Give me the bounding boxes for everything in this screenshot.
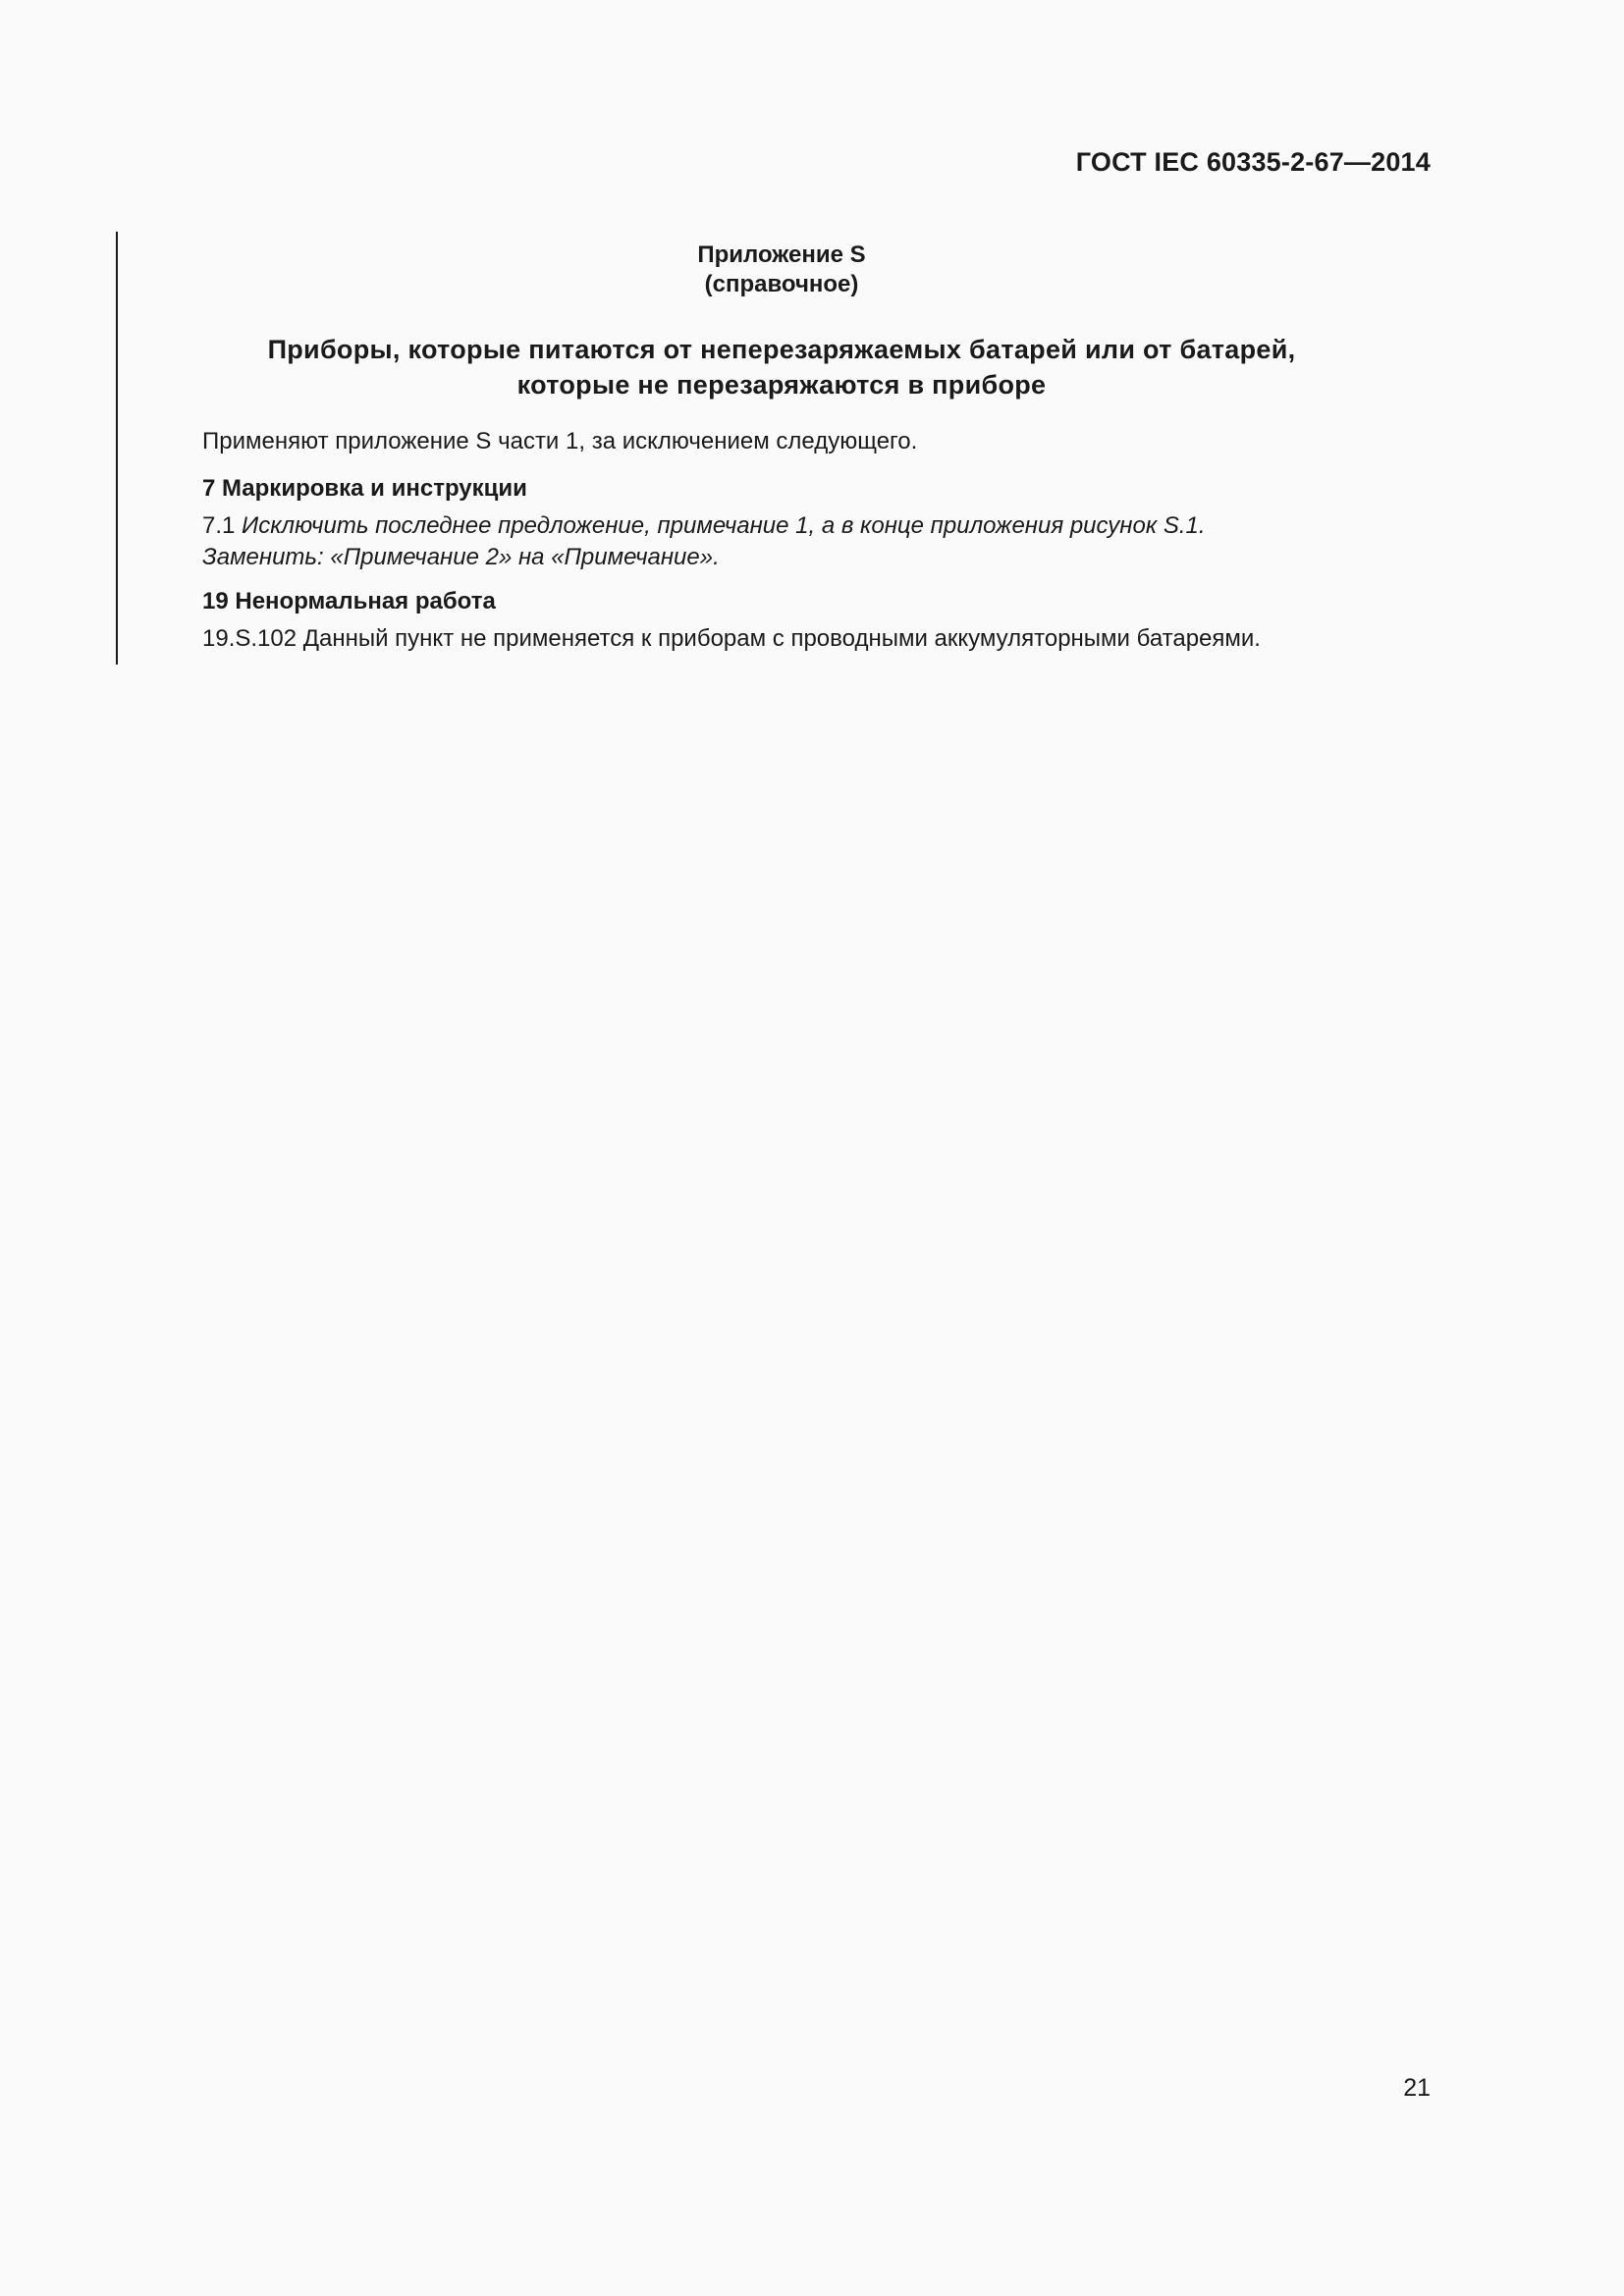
- section-7-heading: 7 Маркировка и инструкции: [202, 475, 527, 502]
- appendix-heading: [202, 240, 1361, 299]
- section-19-item: 19.S.102 Данный пункт не применяется к приборам с проводными аккумуляторными батареями.: [202, 625, 1261, 652]
- item-number: 7.1: [202, 512, 236, 539]
- intro-paragraph: Применяют приложение S части 1, за исключением следующего.: [202, 428, 918, 454]
- document-code: ГОСТ IEC 60335-2-67—2014: [1075, 147, 1431, 177]
- section-7-1-item: [202, 510, 1420, 573]
- item-text-line-1: Исключить последнее предложение, примечание 1, а в конце приложения рисунок S.1.: [242, 512, 1206, 539]
- change-bar: [116, 232, 118, 665]
- page-number: 21: [1403, 2074, 1431, 2102]
- appendix-title: [202, 332, 1361, 402]
- section-19-heading: 19 Ненормальная работа: [202, 588, 496, 614]
- appendix-type: (справочное): [704, 271, 859, 297]
- appendix-title-line-2: которые не перезаряжаются в приборе: [516, 370, 1047, 400]
- appendix-title-line-1: Приборы, которые питаются от неперезаряжаемых батарей или от батарей,: [267, 335, 1296, 364]
- item-text-line-2: Заменить: «Примечание 2» на «Примечание».: [202, 544, 720, 570]
- appendix-label: Приложение S: [697, 241, 866, 268]
